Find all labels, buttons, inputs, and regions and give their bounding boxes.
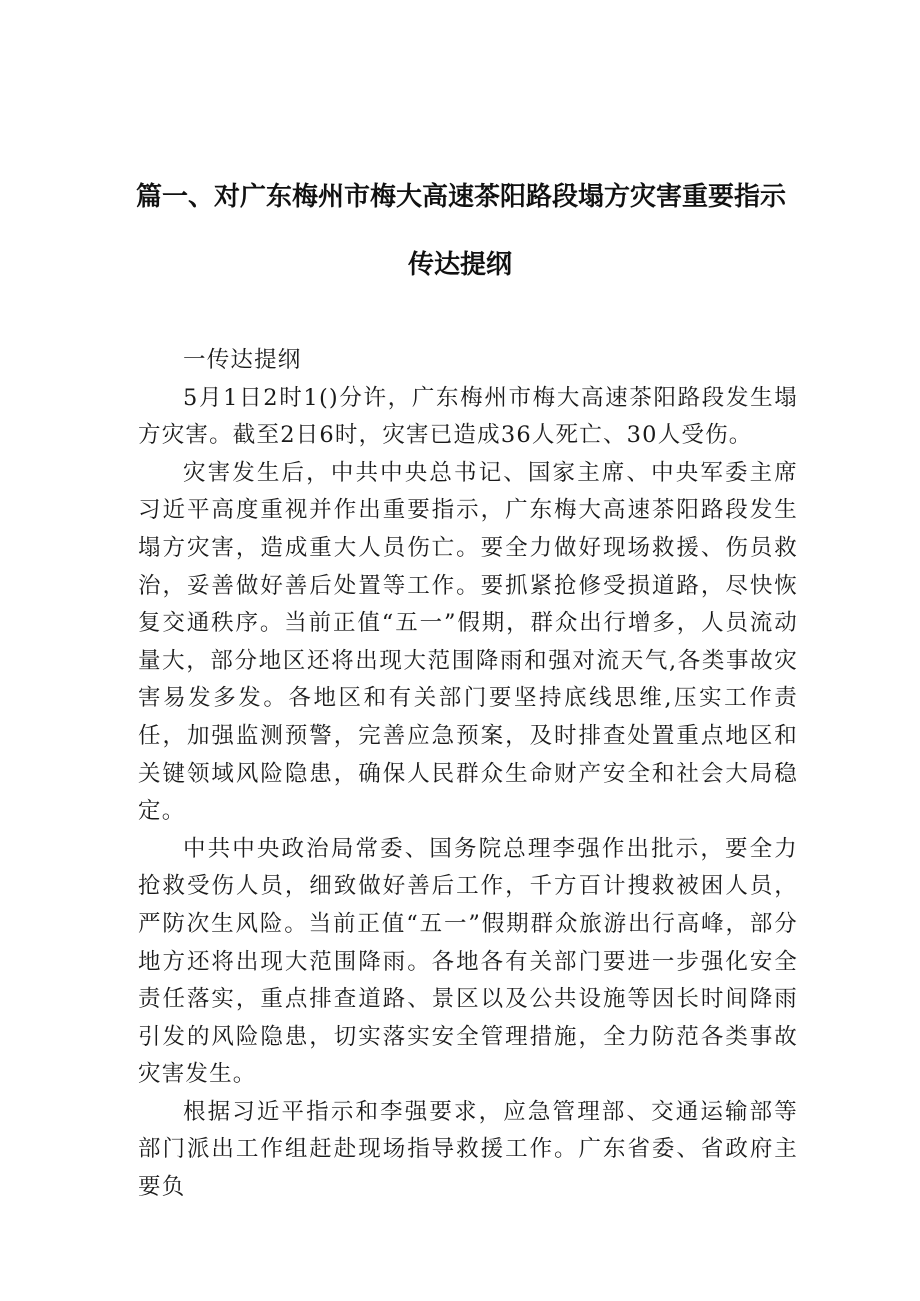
section-heading: 一传达提纲 <box>183 347 302 373</box>
paragraph-4: 根据习近平指示和李强要求，应急管理部、交通运输部等部门派出工作组赶赴现场指导救援工作。广东省委、省政府主要负 <box>138 1098 798 1201</box>
paragraph-2: 灾害发生后，中共中央总书记、国家主席、中央军委主席习近平高度重视并作出重要指示，广东梅大高速茶阳路段发生塌方灾害，造成重大人员伤亡。要全力做好现场救援、伤员救治，妥善做好善后处置等工作。要抓紧抢修受损道路，尽快恢复交通秩序。当前正值“五一”假期，群众出行增多，人员流动量大，部分地区还将出现大范围降雨和强对流天气,各类事故灾害易发多发。各地区和有关部门要坚持底线思维,压实工作责任，加强监测预警，完善应急预案，及时排查处置重点地区和关键领域风险隐患，确保人民群众生命财产安全和社会大局稳定。 <box>138 459 798 825</box>
document-body <box>138 342 798 1207</box>
document-title-line-2: 传达提纲 <box>407 250 512 280</box>
document-title-line-1: 篇一、对广东梅州市梅大高速茶阳路段塌方灾害重要指示 <box>136 182 787 212</box>
paragraph-1: 5月1日2时1()分许，广东梅州市梅大高速茶阳路段发生塌方灾害。截至2日6时，灾害已造成36人死亡、30人受伤。 <box>138 384 798 449</box>
paragraph-3: 中共中央政治局常委、国务院总理李强作出批示，要全力抢救受伤人员，细致做好善后工作，千方百计搜救被困人员，严防次生风险。当前正值“五一”假期群众旅游出行高峰，部分地方还将出现大范围降雨。各地各有关部门要进一步强化安全责任落实，重点排查道路、景区以及公共设施等因长时间降雨引发的风险隐患，切实落实安全管理措施，全力防范各类事故灾害发生。 <box>138 835 798 1088</box>
